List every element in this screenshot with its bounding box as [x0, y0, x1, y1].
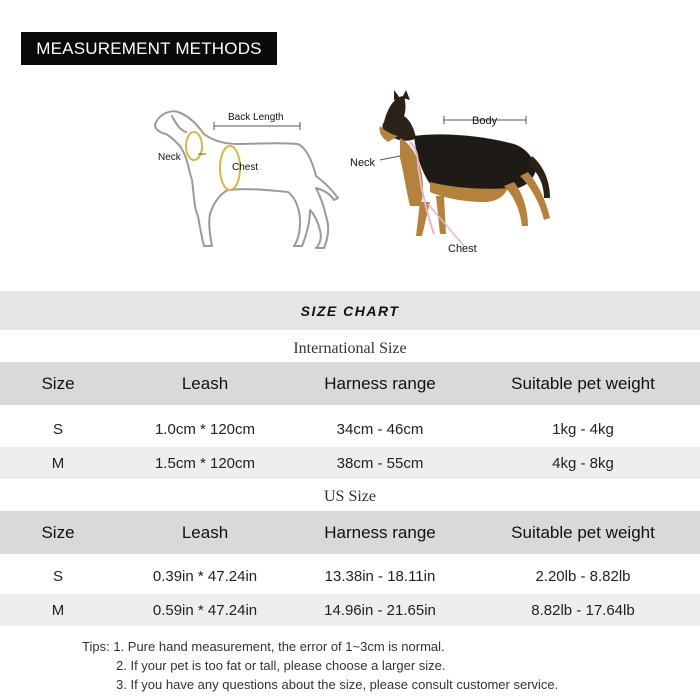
us-size-caption: US Size — [324, 488, 376, 505]
header-leash: Leash — [181, 373, 229, 393]
cell-leash: 1.0cm * 120cm — [154, 420, 256, 438]
header-size: Size — [41, 522, 75, 542]
measurement-methods-badge: MEASUREMENT METHODS — [21, 32, 277, 65]
cell-leash: 0.59in * 47.24in — [152, 601, 258, 619]
cell-harness-range: 38cm - 55cm — [336, 454, 424, 472]
table-row — [0, 447, 700, 479]
header-pet-weight: Suitable pet weight — [511, 522, 655, 542]
cell-harness-range: 14.96in - 21.65in — [324, 601, 436, 619]
cell-size: S — [52, 420, 63, 438]
cell-size: M — [51, 454, 65, 472]
header-pet-weight: Suitable pet weight — [511, 373, 655, 393]
table-row — [0, 594, 700, 626]
table-row — [0, 560, 700, 592]
tips-section — [82, 637, 558, 694]
cell-size: S — [52, 567, 63, 585]
neck-label-left: Neck — [158, 152, 181, 163]
cell-leash: 0.39in * 47.24in — [152, 567, 258, 585]
international-size-caption: International Size — [293, 340, 407, 357]
outline-dog-diagram — [148, 96, 344, 258]
tip-item: 2. If your pet is too fat or tall, please choose a larger size. — [116, 658, 446, 673]
cell-pet-weight: 4kg - 8kg — [552, 454, 614, 472]
size-chart-title: SIZE CHART — [0, 291, 700, 330]
us-header-row — [0, 511, 700, 554]
neck-label-right: Neck — [350, 157, 376, 169]
cell-leash: 1.5cm * 120cm — [154, 454, 256, 472]
header-leash: Leash — [181, 522, 229, 542]
chest-label-left: Chest — [232, 162, 259, 173]
tips-prefix: Tips: — [82, 639, 110, 654]
table-row — [0, 413, 700, 445]
shepherd-dog-diagram — [344, 86, 560, 260]
cell-size: M — [51, 601, 65, 619]
body-label: Body — [472, 115, 498, 127]
back-length-label: Back Length — [228, 112, 284, 123]
header-harness-range: Harness range — [324, 373, 436, 393]
chest-label-right: Chest — [448, 243, 477, 255]
cell-harness-range: 34cm - 46cm — [336, 420, 424, 438]
tip-item: 3. If you have any questions about the size, please consult customer service. — [116, 677, 559, 692]
cell-pet-weight: 8.82lb - 17.64lb — [531, 601, 635, 619]
cell-pet-weight: 2.20lb - 8.82lb — [535, 567, 631, 585]
header-size: Size — [41, 373, 75, 393]
cell-harness-range: 13.38in - 18.11in — [324, 567, 436, 585]
header-harness-range: Harness range — [324, 522, 436, 542]
international-header-row — [0, 362, 700, 405]
tip-item: 1. Pure hand measurement, the error of 1~3cm is normal. — [113, 639, 445, 654]
cell-pet-weight: 1kg - 4kg — [552, 420, 614, 438]
